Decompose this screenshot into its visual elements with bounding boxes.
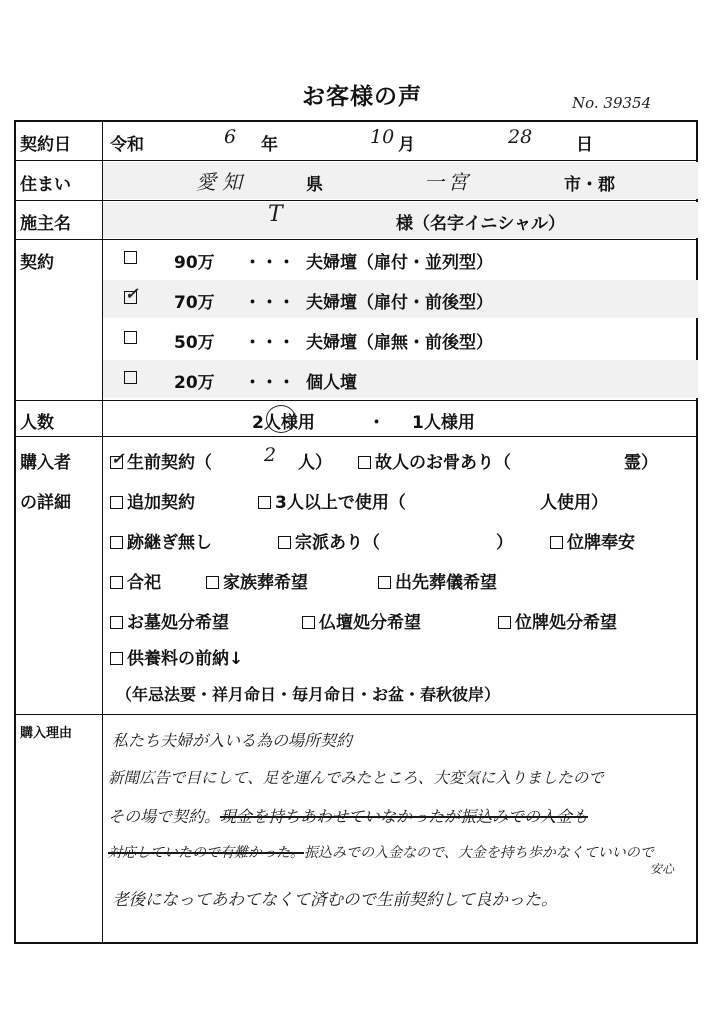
people-option-1[interactable]: 1人様用 — [412, 413, 475, 433]
reason-line-1: 私たち夫婦が入いる為の場所契約 — [112, 731, 353, 750]
prepay-note: （年忌法要・祥月命日・毎月命日・お盆・春秋彼岸） — [116, 685, 501, 704]
prefecture-value: 愛知 — [196, 170, 248, 194]
plan-dots: ・・・ — [244, 293, 295, 313]
pre-contract-count: 2 — [264, 444, 277, 466]
people-label: 人数 — [20, 413, 54, 433]
ihai-option[interactable] — [550, 528, 635, 553]
reason-text: 振込みでの入金なので、大金を持ち歩かなくていいので — [304, 845, 654, 861]
checkbox[interactable] — [206, 576, 219, 589]
reason-line-2: 新聞広告で目にして、足を運んでみたところ、大変気に入りましたので — [108, 769, 604, 787]
plan-price: 20万 — [174, 373, 215, 393]
reason-line-4 — [108, 842, 654, 862]
deceased-unit: 霊） — [624, 453, 658, 473]
selection-circle — [266, 405, 296, 433]
goshi-option[interactable] — [110, 568, 161, 593]
plan-price: 90万 — [174, 253, 215, 273]
reason-aside: 安心 — [650, 862, 675, 876]
buyer-label-line2: の詳細 — [20, 493, 71, 513]
prepay-option[interactable] — [110, 644, 243, 669]
checkbox[interactable] — [124, 371, 137, 384]
plan-desc: 夫婦壇（扉付・前後型） — [306, 293, 493, 313]
contract-date-label: 契約日 — [20, 135, 71, 155]
grave-dispose-option[interactable] — [110, 608, 229, 633]
prepay-label: 供養料の前納↓ — [127, 649, 244, 669]
check-mark-icon: ✓ — [125, 284, 139, 303]
additional-contract-option[interactable] — [110, 488, 195, 513]
checkbox[interactable] — [124, 331, 137, 344]
checkbox[interactable] — [498, 616, 511, 629]
checkbox[interactable] — [110, 616, 123, 629]
survey-form — [14, 120, 698, 944]
year-value: 6 — [224, 126, 237, 148]
ihai-dispose-label: 位牌処分希望 — [515, 613, 617, 633]
checkbox-checked[interactable] — [124, 284, 139, 304]
owner-suffix: 様（名字イニシャル） — [396, 214, 565, 234]
city-value: 一宮 — [424, 170, 472, 194]
pre-contract-option[interactable] — [110, 448, 212, 473]
owner-label: 施主名 — [20, 214, 71, 234]
three-plus-unit: 人使用） — [540, 493, 608, 513]
pre-contract-label: 生前契約（ — [127, 453, 212, 473]
month-value: 10 — [370, 126, 395, 148]
plan-option[interactable] — [124, 284, 141, 308]
people-option-2[interactable]: 2人様用 — [252, 413, 315, 433]
page-title: お客様の声 — [302, 84, 422, 110]
deceased-label: 故人のお骨あり（ — [375, 453, 511, 473]
day-value: 28 — [508, 126, 533, 148]
city-unit: 市・郡 — [564, 175, 615, 195]
plan-desc: 夫婦壇（扉無・前後型） — [306, 333, 493, 353]
deceased-option[interactable] — [358, 448, 511, 473]
checkbox[interactable] — [124, 251, 137, 264]
reason-struck-text: 現金を持ちあわせていなかったが振込みでの入金も — [220, 807, 589, 826]
reason-struck-text: 対応していたので有難かった。 — [108, 845, 304, 861]
checkbox[interactable] — [358, 456, 371, 469]
prefecture-unit: 県 — [306, 175, 323, 195]
pre-contract-unit: 人） — [298, 453, 332, 473]
sect-close: ） — [496, 533, 513, 553]
plan-price: 50万 — [174, 333, 215, 353]
ihai-dispose-option[interactable] — [498, 608, 617, 633]
reason-text: その場で契約。 — [108, 807, 221, 826]
check-mark-icon: ✓ — [111, 449, 125, 468]
checkbox[interactable] — [110, 652, 123, 665]
additional-contract-label: 追加契約 — [127, 493, 195, 513]
plan-label: 契約 — [20, 253, 54, 273]
family-funeral-label: 家族葬希望 — [223, 573, 308, 593]
plan-option[interactable] — [124, 248, 141, 268]
era-label: 令和 — [110, 135, 144, 155]
plan-option[interactable] — [124, 368, 141, 388]
butsudan-dispose-label: 仏壇処分希望 — [319, 613, 421, 633]
buyer-label-line1: 購入者 — [20, 453, 71, 473]
plan-dots: ・・・ — [244, 253, 295, 273]
year-unit: 年 — [261, 135, 278, 155]
checkbox[interactable] — [550, 536, 563, 549]
plan-option[interactable] — [124, 328, 141, 348]
dest-funeral-label: 出先葬儀希望 — [395, 573, 497, 593]
checkbox[interactable] — [302, 616, 315, 629]
residence-label: 住まい — [20, 175, 71, 195]
checkbox[interactable] — [258, 496, 271, 509]
reason-line-3 — [108, 804, 588, 827]
checkbox[interactable] — [378, 576, 391, 589]
plan-dots: ・・・ — [244, 333, 295, 353]
day-unit: 日 — [576, 135, 593, 155]
sect-label: 宗派あり（ — [295, 533, 380, 553]
serial-number: No. 39354 — [572, 94, 652, 112]
checkbox[interactable] — [110, 536, 123, 549]
no-heir-label: 跡継ぎ無し — [127, 533, 212, 553]
family-funeral-option[interactable] — [206, 568, 308, 593]
plan-price: 70万 — [174, 293, 215, 313]
ihai-label: 位牌奉安 — [567, 533, 635, 553]
plan-desc: 個人壇 — [306, 373, 357, 393]
reason-line-5: 老後になってあわてなくて済むので生前契約して良かった。 — [112, 890, 558, 909]
plan-desc: 夫婦壇（扉付・並列型） — [306, 253, 493, 273]
checkbox[interactable] — [110, 496, 123, 509]
checkbox[interactable] — [278, 536, 291, 549]
three-plus-label: 3人以上で使用（ — [275, 493, 406, 513]
people-separator: ・ — [368, 413, 385, 433]
reason-label: 購入理由 — [20, 726, 73, 741]
sect-option[interactable] — [278, 528, 380, 553]
butsudan-dispose-option[interactable] — [302, 608, 421, 633]
no-heir-option[interactable] — [110, 528, 212, 553]
owner-initial: T — [268, 202, 283, 227]
grave-dispose-label: お墓処分希望 — [127, 613, 229, 633]
checkbox-checked[interactable] — [110, 449, 125, 469]
dest-funeral-option[interactable] — [378, 568, 497, 593]
three-plus-option[interactable] — [258, 488, 406, 513]
checkbox[interactable] — [110, 576, 123, 589]
month-unit: 月 — [398, 135, 415, 155]
goshi-label: 合祀 — [127, 573, 161, 593]
plan-dots: ・・・ — [244, 373, 295, 393]
